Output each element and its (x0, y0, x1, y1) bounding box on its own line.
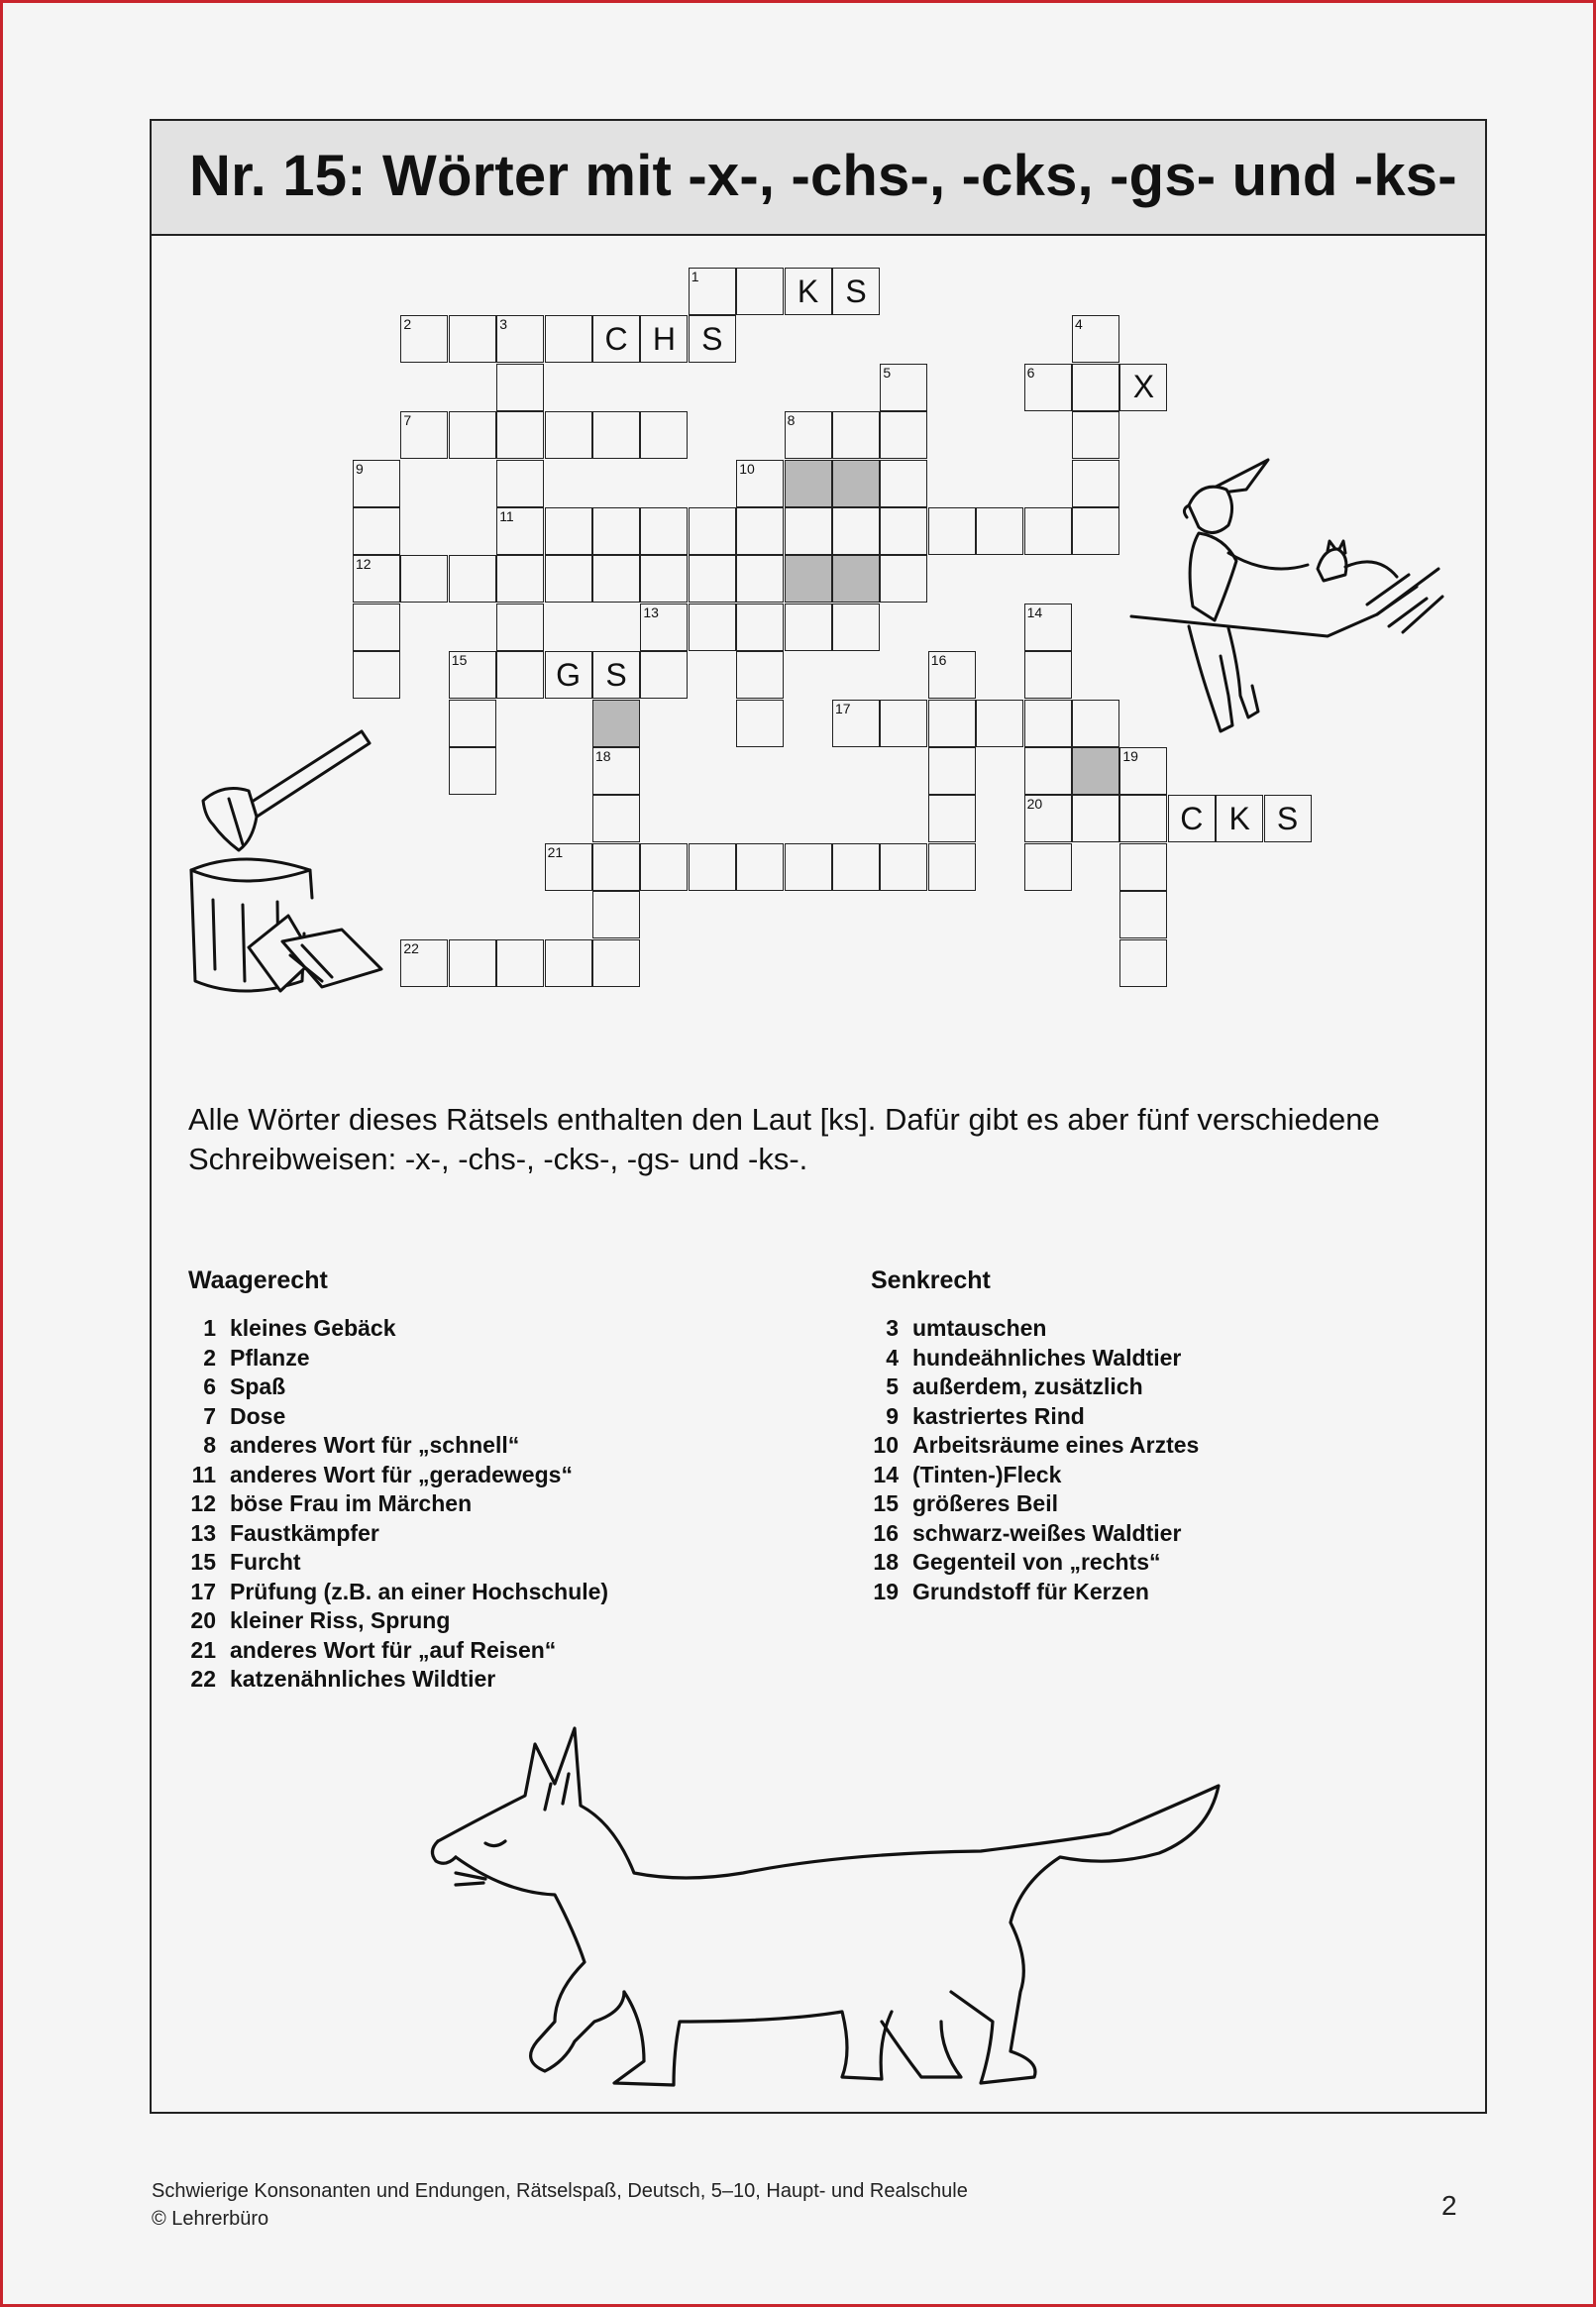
clue-number: 11 (499, 508, 514, 524)
crossword-cell[interactable] (496, 411, 544, 459)
crossword-cell[interactable] (545, 843, 592, 891)
clue-text: kastriertes Rind (912, 1402, 1085, 1429)
crossword-cell[interactable] (592, 507, 640, 555)
crossword-cell[interactable] (736, 268, 784, 315)
clue-row-number: 22 (190, 1666, 216, 1692)
clue-row-number: 18 (873, 1549, 899, 1575)
crossword-cell[interactable] (1072, 507, 1119, 555)
clue-number: 1 (691, 269, 699, 284)
across-clue (188, 1402, 608, 1432)
crossword-cell[interactable] (1072, 460, 1119, 507)
page-title: Nr. 15: Wörter mit -x-, -chs-, -cks, -gs- und -ks- (189, 144, 1457, 208)
clue-row-number: 16 (873, 1519, 899, 1546)
crossword-cell[interactable] (545, 315, 592, 363)
clue-number: 10 (739, 460, 755, 477)
crossword-cell[interactable] (1072, 411, 1119, 459)
crossword-cell[interactable] (880, 411, 927, 459)
crossword-cell[interactable] (496, 315, 544, 363)
crossword-cell[interactable] (976, 507, 1023, 555)
witch-illustration (1129, 458, 1446, 745)
clue-row-number: 1 (203, 1315, 216, 1341)
crossword-cell[interactable] (880, 460, 927, 507)
crossword-cell[interactable] (689, 843, 736, 891)
clue-row-number: 17 (190, 1578, 216, 1604)
crossword-cell[interactable] (400, 411, 448, 459)
crossword-cell[interactable] (785, 507, 832, 555)
crossword-cell[interactable] (785, 843, 832, 891)
crossword-cell[interactable] (1216, 795, 1263, 842)
down-clue (871, 1431, 1199, 1461)
crossword-cell[interactable] (880, 700, 927, 747)
clue-number: 18 (595, 748, 611, 764)
clue-number: 12 (356, 556, 372, 573)
clue-row-number: 15 (873, 1490, 899, 1516)
crossword-shaded-cell (832, 460, 880, 507)
given-letter: S (605, 656, 627, 693)
crossword-cell[interactable] (353, 555, 400, 603)
crossword-cell[interactable] (1072, 700, 1119, 747)
crossword-cell[interactable] (928, 747, 976, 795)
footer-source: Schwierige Konsonanten und Endungen, Rätselspaß, Deutsch, 5–10, Haupt- und Realschule (152, 2180, 968, 2202)
clue-text: außerdem, zusätzlich (912, 1373, 1143, 1399)
crossword-cell[interactable] (880, 843, 927, 891)
crossword-cell[interactable] (400, 939, 448, 987)
crossword-cell[interactable] (592, 315, 640, 363)
down-heading: Senkrecht (871, 1266, 991, 1294)
crossword-cell[interactable] (928, 795, 976, 842)
crossword-cell[interactable] (353, 507, 400, 555)
fox-illustration (426, 1724, 1219, 2121)
crossword-cell[interactable] (1024, 604, 1072, 651)
clue-row-number: 7 (203, 1402, 216, 1429)
clue-number: 20 (1026, 796, 1043, 813)
crossword-cell[interactable] (496, 651, 544, 699)
clue-text: katzenähnliches Wildtier (230, 1666, 496, 1692)
clue-text: böse Frau im Märchen (230, 1490, 473, 1516)
crossword-cell[interactable] (1168, 795, 1216, 842)
clue-number: 13 (643, 604, 659, 620)
given-letter: S (1276, 800, 1299, 836)
clue-number: 19 (1122, 748, 1138, 764)
crossword-cell[interactable] (1024, 651, 1072, 699)
crossword-cell[interactable] (449, 747, 496, 795)
intro-text: Alle Wörter dieses Rätsels enthalten den Laut [ks]. Dafür gibt es aber fünf verschiedene Schreibweisen: -x-, -chs-, -cks-, -gs- und -ks-. (188, 1102, 1380, 1176)
crossword-cell[interactable] (785, 268, 832, 315)
clue-row-number: 11 (191, 1461, 216, 1487)
down-clue (871, 1344, 1199, 1373)
crossword-shaded-cell (785, 555, 832, 603)
crossword-cell[interactable] (640, 507, 688, 555)
across-clue (188, 1489, 608, 1519)
crossword-shaded-cell (832, 555, 880, 603)
clue-row-number: 6 (203, 1373, 216, 1399)
crossword-cell[interactable] (449, 651, 496, 699)
crossword-cell[interactable] (545, 507, 592, 555)
clue-row-number: 13 (190, 1519, 216, 1546)
crossword-cell[interactable] (928, 700, 976, 747)
crossword-cell[interactable] (400, 315, 448, 363)
crossword-cell[interactable] (545, 411, 592, 459)
crossword-cell[interactable] (1024, 364, 1072, 411)
given-letter: S (701, 320, 723, 357)
crossword-cell[interactable] (1264, 795, 1312, 842)
crossword-cell[interactable] (689, 315, 736, 363)
clue-number: 17 (835, 700, 851, 716)
crossword-cell[interactable] (1119, 364, 1167, 411)
crossword-cell[interactable] (449, 555, 496, 603)
crossword-cell[interactable] (736, 555, 784, 603)
down-clue (871, 1519, 1199, 1549)
clue-text: anderes Wort für „auf Reisen“ (230, 1636, 557, 1663)
crossword-cell[interactable] (640, 555, 688, 603)
clue-text: Furcht (230, 1549, 301, 1575)
clue-row-number: 15 (190, 1549, 216, 1575)
clue-row-number: 10 (873, 1432, 899, 1458)
crossword-cell[interactable] (449, 411, 496, 459)
crossword-cell[interactable] (832, 268, 880, 315)
clue-text: schwarz-weißes Waldtier (912, 1519, 1182, 1546)
crossword-cell[interactable] (640, 315, 688, 363)
crossword-cell[interactable] (640, 651, 688, 699)
across-clue (188, 1578, 608, 1607)
crossword-cell[interactable] (592, 411, 640, 459)
crossword-cell[interactable] (1119, 891, 1167, 938)
clue-row-number: 21 (190, 1636, 216, 1663)
given-letter: C (1180, 800, 1204, 836)
across-clue (188, 1606, 608, 1636)
crossword-cell[interactable] (832, 604, 880, 651)
crossword-cell[interactable] (689, 507, 736, 555)
across-clue (188, 1636, 608, 1666)
given-letter: S (845, 273, 867, 309)
crossword-cell[interactable] (640, 604, 688, 651)
crossword-cell[interactable] (928, 507, 976, 555)
given-letter: H (652, 320, 676, 357)
clue-row-number: 3 (886, 1315, 899, 1341)
crossword-cell[interactable] (592, 651, 640, 699)
crossword-cell[interactable] (496, 555, 544, 603)
down-clue (871, 1373, 1199, 1402)
crossword-cell[interactable] (832, 700, 880, 747)
clue-text: Spaß (230, 1373, 286, 1399)
down-clue (871, 1548, 1199, 1578)
down-clue (871, 1402, 1199, 1432)
crossword-cell[interactable] (1072, 795, 1119, 842)
crossword-cell[interactable] (1024, 747, 1072, 795)
clue-text: größeres Beil (912, 1490, 1058, 1516)
across-heading: Waagerecht (188, 1266, 328, 1294)
clue-row-number: 9 (886, 1402, 899, 1429)
crossword-cell[interactable] (449, 315, 496, 363)
down-clue (871, 1461, 1199, 1490)
crossword-cell[interactable] (689, 604, 736, 651)
crossword-cell[interactable] (592, 747, 640, 795)
crossword-cell[interactable] (880, 555, 927, 603)
clue-number: 5 (883, 364, 892, 381)
down-clue (871, 1578, 1199, 1607)
clue-row-number: 5 (886, 1373, 899, 1399)
clue-row-number: 19 (873, 1578, 899, 1604)
crossword-cell[interactable] (689, 268, 736, 315)
given-letter: X (1132, 369, 1155, 405)
crossword-cell[interactable] (785, 411, 832, 459)
crossword-cell[interactable] (545, 555, 592, 603)
clue-text: hundeähnliches Waldtier (912, 1344, 1182, 1371)
footer-copyright: © Lehrerbüro (152, 2208, 269, 2230)
crossword-cell[interactable] (880, 364, 927, 411)
crossword-cell[interactable] (449, 700, 496, 747)
crossword-cell[interactable] (1072, 315, 1119, 363)
clue-row-number: 4 (886, 1344, 899, 1371)
given-letter: G (556, 656, 582, 693)
clue-number: 8 (787, 412, 796, 429)
crossword-cell[interactable] (496, 604, 544, 651)
clue-text: Arbeitsräume eines Arztes (912, 1432, 1200, 1458)
clue-number: 9 (356, 460, 364, 477)
crossword-cell[interactable] (353, 460, 400, 507)
crossword-cell[interactable] (689, 555, 736, 603)
crossword-cell[interactable] (640, 843, 688, 891)
crossword-cell[interactable] (592, 795, 640, 842)
crossword-cell[interactable] (736, 507, 784, 555)
clue-text: (Tinten-)Fleck (912, 1461, 1062, 1487)
clue-row-number: 20 (190, 1607, 216, 1633)
crossword-cell[interactable] (736, 604, 784, 651)
crossword-cell[interactable] (1072, 364, 1119, 411)
across-clue (188, 1314, 608, 1344)
crossword-cell[interactable] (832, 411, 880, 459)
crossword-cell[interactable] (496, 507, 544, 555)
crossword-cell[interactable] (1119, 747, 1167, 795)
clue-text: Grundstoff für Kerzen (912, 1578, 1149, 1604)
clue-number: 2 (403, 316, 412, 333)
across-clue (188, 1665, 608, 1695)
clue-row-number: 8 (203, 1432, 216, 1458)
crossword-shaded-cell (1072, 747, 1119, 795)
crossword-cell[interactable] (928, 651, 976, 699)
clue-number: 22 (403, 939, 419, 956)
clue-text: anderes Wort für „geradewegs“ (230, 1461, 573, 1487)
axe-illustration (183, 721, 381, 1019)
crossword-cell[interactable] (592, 891, 640, 938)
crossword-cell[interactable] (400, 555, 448, 603)
crossword-cell[interactable] (832, 507, 880, 555)
crossword-shaded-cell (592, 700, 640, 747)
page-number: 2 (1441, 2190, 1457, 2221)
crossword-cell[interactable] (976, 700, 1023, 747)
clue-number: 4 (1075, 316, 1083, 333)
footer (152, 2177, 968, 2233)
clue-number: 6 (1026, 364, 1035, 381)
across-clue (188, 1461, 608, 1490)
clue-number: 16 (930, 652, 947, 669)
across-clue (188, 1431, 608, 1461)
clue-row-number: 2 (203, 1344, 216, 1371)
clue-text: Gegenteil von „rechts“ (912, 1549, 1161, 1575)
crossword-cell[interactable] (592, 939, 640, 987)
clue-text: Dose (230, 1402, 286, 1429)
crossword-cell[interactable] (1024, 507, 1072, 555)
across-clue (188, 1548, 608, 1578)
crossword-cell[interactable] (545, 939, 592, 987)
clue-text: Faustkämpfer (230, 1519, 379, 1546)
crossword-cell[interactable] (736, 843, 784, 891)
given-letter: K (1228, 800, 1250, 836)
crossword-cell[interactable] (545, 651, 592, 699)
down-clue-list (871, 1314, 1199, 1606)
crossword-cell[interactable] (353, 604, 400, 651)
crossword-cell[interactable] (1119, 939, 1167, 987)
down-clue (871, 1489, 1199, 1519)
crossword-cell[interactable] (1024, 700, 1072, 747)
clue-number: 21 (547, 843, 564, 860)
crossword-cell[interactable] (496, 460, 544, 507)
crossword-cell[interactable] (1024, 843, 1072, 891)
clue-number: 3 (499, 316, 507, 333)
clue-row-number: 14 (873, 1461, 899, 1487)
given-letter: K (797, 273, 819, 309)
clue-text: anderes Wort für „schnell“ (230, 1432, 520, 1458)
crossword-cell[interactable] (880, 507, 927, 555)
clue-number: 14 (1026, 604, 1043, 620)
crossword-cell[interactable] (736, 700, 784, 747)
crossword-cell[interactable] (353, 651, 400, 699)
given-letter: C (604, 320, 628, 357)
crossword-cell[interactable] (1119, 843, 1167, 891)
clue-text: kleiner Riss, Sprung (230, 1607, 451, 1633)
crossword-cell[interactable] (832, 843, 880, 891)
across-clue (188, 1344, 608, 1373)
crossword-cell[interactable] (1024, 795, 1072, 842)
crossword-cell[interactable] (496, 364, 544, 411)
crossword-cell[interactable] (1119, 795, 1167, 842)
crossword-cell[interactable] (785, 604, 832, 651)
crossword-cell[interactable] (640, 411, 688, 459)
crossword-cell[interactable] (496, 939, 544, 987)
clue-text: Prüfung (z.B. an einer Hochschule) (230, 1578, 609, 1604)
crossword-cell[interactable] (928, 843, 976, 891)
across-clue-list (188, 1314, 608, 1695)
clue-text: umtauschen (912, 1315, 1047, 1341)
clue-text: Pflanze (230, 1344, 310, 1371)
crossword-cell[interactable] (736, 460, 784, 507)
across-clue (188, 1519, 608, 1549)
down-clue (871, 1314, 1199, 1344)
clue-number: 15 (451, 652, 468, 669)
crossword-cell[interactable] (592, 843, 640, 891)
crossword-cell[interactable] (736, 651, 784, 699)
clue-text: kleines Gebäck (230, 1315, 396, 1341)
crossword-shaded-cell (785, 460, 832, 507)
clue-row-number: 12 (190, 1490, 216, 1516)
clue-number: 7 (403, 412, 412, 429)
across-clue (188, 1373, 608, 1402)
crossword-cell[interactable] (592, 555, 640, 603)
crossword-cell[interactable] (449, 939, 496, 987)
